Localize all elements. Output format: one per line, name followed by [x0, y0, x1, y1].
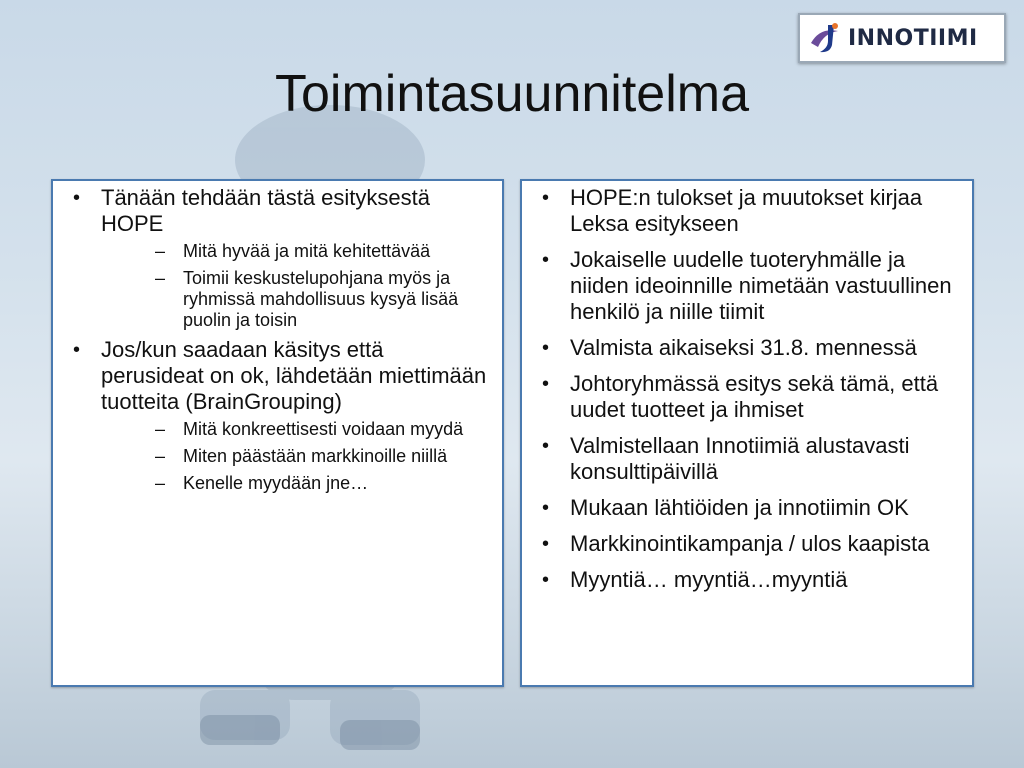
bullet-icon: • [542, 337, 550, 359]
list-item [65, 185, 492, 331]
list-item-text: Tänään tehdään tästä esityksestä HOPE [101, 185, 430, 236]
sub-list-item-text: Kenelle myydään jne… [183, 473, 369, 493]
bullet-icon: • [542, 373, 550, 395]
sub-list-item-text: Toimii keskustelupohjana myös ja ryhmissä mahdollisuus kysyä lisää puolin ja toisin [183, 268, 459, 330]
bullet-icon: • [542, 435, 550, 457]
sub-list-item [101, 446, 492, 467]
bullet-icon: • [542, 497, 550, 519]
list-item-text: Markkinointikampanja / ulos kaapista [570, 531, 930, 556]
list-item-text: Johtoryhmässä esitys sekä tämä, että uudet tuotteet ja ihmiset [570, 371, 939, 422]
sub-list-item-text: Mitä hyvää ja mitä kehitettävää [183, 241, 431, 261]
sub-list-item-text: Mitä konkreettisesti voidaan myydä [183, 419, 464, 439]
right-content-panel [520, 179, 974, 687]
left-content-panel [51, 179, 504, 687]
list-item-text: Valmistellaan Innotiimiä alustavasti konsulttipäivillä [570, 433, 910, 484]
list-item [534, 247, 962, 325]
list-item-text: Myyntiä… myyntiä…myyntiä [570, 567, 848, 592]
list-item [534, 335, 962, 361]
list-item [534, 185, 962, 237]
sub-list-item-text: Miten päästään markkinoille niillä [183, 446, 448, 466]
dash-icon: – [155, 241, 166, 261]
dash-icon: – [155, 268, 166, 288]
dash-icon: – [155, 446, 166, 466]
list-item-text: Jokaiselle uudelle tuoteryhmälle ja niiden ideoinnille nimetään vastuullinen henkilö ja niille tiimit [570, 247, 952, 324]
list-item-text: Valmista aikaiseksi 31.8. mennessä [570, 335, 917, 360]
slide-title: Toimintasuunnitelma [274, 65, 750, 123]
sub-list-item [101, 268, 492, 331]
innotiimi-logo [798, 13, 1006, 63]
list-item [534, 495, 962, 521]
sub-list-item [101, 473, 492, 494]
dash-icon: – [155, 473, 166, 493]
dash-icon: – [155, 419, 166, 439]
list-item-text: Jos/kun saadaan käsitys että perusideat on ok, lähdetään miettimään tuotteita (BrainGrouping) [101, 337, 487, 414]
sub-list-item [101, 419, 492, 440]
innotiimi-logo-icon [808, 21, 842, 55]
bullet-icon: • [73, 339, 81, 361]
bullet-icon: • [542, 569, 550, 591]
bullet-icon: • [542, 187, 550, 209]
list-item-text: HOPE:n tulokset ja muutokset kirjaa Leksa esitykseen [570, 185, 923, 236]
list-item-text: Mukaan lähtiöiden ja innotiimin OK [570, 495, 909, 520]
list-item [534, 371, 962, 423]
list-item [534, 567, 962, 593]
list-item [534, 433, 962, 485]
logo-text: INNOTIIMI [848, 25, 978, 51]
bullet-icon: • [542, 249, 550, 271]
bullet-icon: • [542, 533, 550, 555]
sub-list-item [101, 241, 492, 262]
list-item [65, 337, 492, 494]
bullet-icon: • [73, 187, 81, 209]
list-item [534, 531, 962, 557]
